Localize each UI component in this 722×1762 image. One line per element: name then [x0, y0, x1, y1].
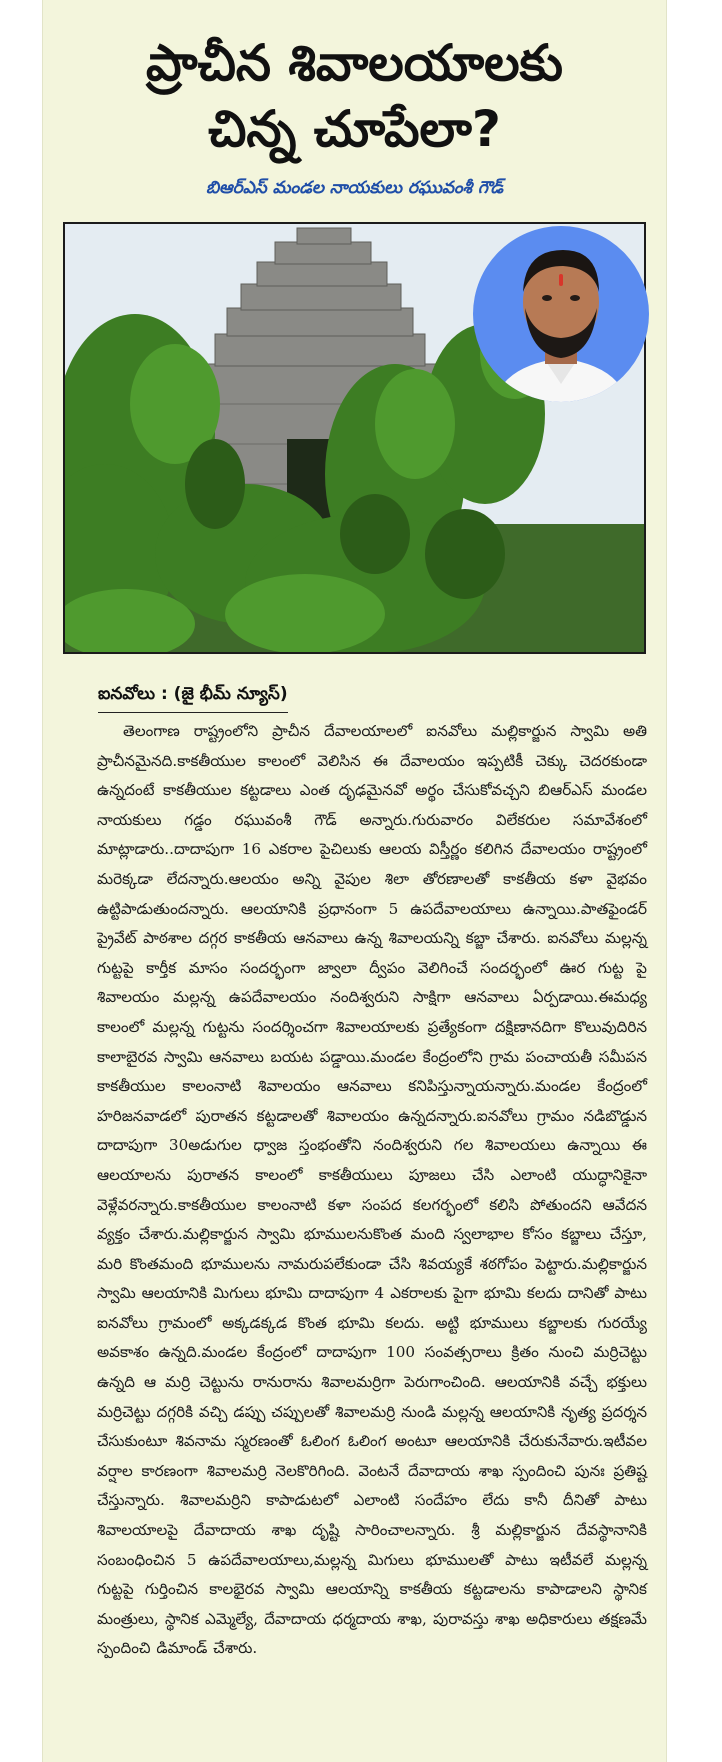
leader-portrait — [473, 226, 649, 402]
subheadline: బిఆర్ఎస్ మండల నాయకులు రఘువంశీ గౌడ్ — [205, 178, 504, 198]
newspaper-clipping — [42, 0, 667, 1762]
headline — [43, 30, 666, 162]
dateline: ఐనవోలు : (జై భీమ్ న్యూస్) — [98, 684, 288, 713]
article-body: తెలంగాణ రాష్ట్రంలోని ప్రాచీన దేవాలయాలలో ఐనవోలు మల్లికార్జున స్వామి అతి ప్రాచీనమైనది.కాకతీయుల కాలంలో వెలిసిన ఈ దేవాలయం ఇప్పటికీ చెక్కు చెదరకుండా ఉన్నదంటే కాకతీయుల కట్టడాలు ఎంత దృఢమైనవో అర్థం చేసుకోవచ్చని బిఆర్ఎస్ మండల నాయకులు గడ్డం రఘువంశీ గౌడ్ అన్నారు.గురువారం విలేకరుల సమావేశంలో మాట్లాడారు..దాదాపుగా 16 ఎకరాల పైచిలుకు ఆలయ విస్తీర్ణం కలిగిన దేవాలయం రాష్ట్రంలో మరెక్కడా లేదన్నారు.ఆలయం అన్ని వైపుల శిలా తోరణాలతో కాకతీయ కళా వైభవం ఉట్టిపాడుతుందన్నారు. ఆలయానికి ప్రధానంగా 5 ఉపదేవాలయాలు ఉన్నాయి.పాతఫైండర్ ప్రైవేట్ పాఠశాల దగ్గర కాకతీయ ఆనవాలు ఉన్న శివాలయన్ని కబ్జా చేశారు. ఐనవోలు మల్లన్న గుట్టపై కార్తీక మాసం సందర్భంగా జ్వాలా ద్వీపం వెలిగించే సందర్భంలో ఊర గుట్ట పై శివాలయం మల్లన్న ఉపదేవాలయం నందిశ్వరుని సాక్షిగా ఆనవాలు ఏర్పడాయి.ఈమధ్య కాలంలో మల్లన్న గుట్టను సందర్శించగా శివాలయాలకు ప్రత్యేకంగా దక్షిణానదిగా కొలువుదిరిన కాలాబైరవ స్వామి ఆనవాలు బయట పడ్డాయి.మండల కేంద్రంలోని గ్రామ పంచాయతీ సమీపన కాకతీయుల కాలంనాటి శివాలయం ఆనవాలు కనిపిస్తున్నాయన్నారు.మండల కేంద్రంలో హరిజనవాడలో పురాతన కట్టడాలతో శివాలయం ఉన్నదన్నారు.ఐనవోలు గ్రామం నడిబొడ్డున దాదాపుగా 30అడుగుల ధ్వాజ స్తంభంతోని నందిశ్వరుని గల శివాలయలు ఉన్నాయి ఈ ఆలయాలను పురాతన కాలంలో కాకతీయులు పూజలు చేసి ఎలాంటి యుద్ధానికైనా వెళ్లేవరన్నారు.కాకతీయుల కాలంనాటి కళా సంపద కలగర్భంలో కలిసి పోతుందని ఆవేదన వ్యక్తం చేశారు.మల్లికార్జున స్వామి భూములనుకొంత మంది స్వలాభాల కోసం కబ్జాలు చేస్తూ, మరి కొంతమంది భూములను నామరుపలేకుండా చేసి శివయ్యకే శఠగోపం పెట్టారు.మల్లికార్జున స్వామి ఆలయానికి మిగులు భూమి దాదాపుగా 4 ఎకరాలకు పైగా భూమి కలదు దానితో పాటు ఐనవోలు గ్రామంలో అక్కడక్కడ కొంత భూమి కలదు. అట్టి భూములు కబ్జాలకు గురయ్యే అవకాశం ఉన్నది.మండల కేంద్రంలో దాదాపుగా 100 సంవత్సరాలు క్రితం నుంచి మర్రిచెట్టు ఉన్నది ఆ మర్రి చెట్టును రానురాను శివాలమర్రిగా పెరుగాంచింది. ఆలయానికి వచ్చే భక్తులు మర్రిచెట్టు దగ్గరికి వచ్చి డప్పు చప్పులతో శివాలమర్రి నుండి మల్లన్న ఆలయానికి నృత్య ప్రదర్శన చేసుకుంటూ శివనామ స్మరణంతో ఓలింగ ఓలింగ అంటూ ఆలయానికి చేరుకునేవారు.ఇటీవల వర్షాల కారణంగా శివాలమర్రి నెలకొరిగింది. వెంటనే దేవాదాయ శాఖ స్పందించి పునః ప్రతిష్ట చేస్తున్నారు. శివాలమర్రిని కాపాడుటలో ఎలాంటి సందేహం లేదు కానీ దీనితో పాటు శివాలయాలపై దేవాదాయ శాఖ దృష్టి సారించాలన్నారు. శ్రీ మల్లికార్జున దేవస్థానానికి సంబంధించిన 5 ఉపదేవాలయాలు,మల్లన్న మిగులు భూములతో పాటు ఇటీవలే మల్లన్న గుట్టపై గుర్తించిన కాలభైరవ స్వామి ఆలయాన్ని కాకతీయ కట్టడాలను కాపాడాలని స్థానిక మంత్రులు, స్థానిక ఎమ్మెల్యే, దేవాదాయ ధర్మదాయ శాఖ, పురావస్తు శాఖ అధికారులు తక్షణమే స్పందించి డిమాండ్ చేశారు. — [97, 722, 647, 1658]
headline-line-1: ప్రాచీన శివాలయాలకు — [146, 34, 563, 92]
headline-line-2: చిన్న చూపేలా? — [208, 100, 501, 158]
